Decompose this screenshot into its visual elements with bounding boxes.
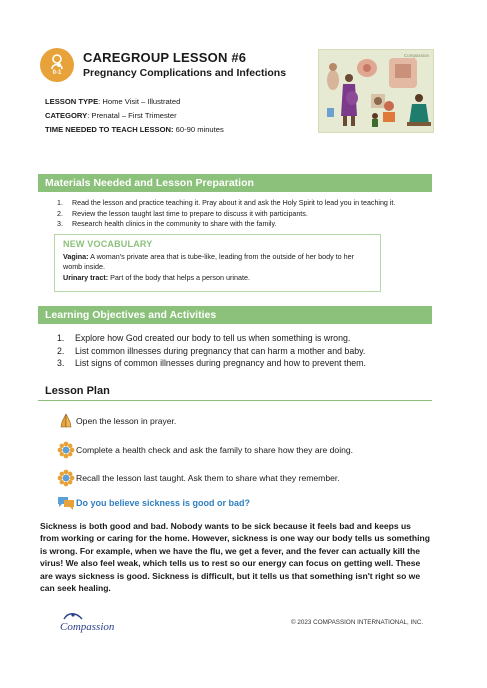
age-badge-label: 0-1 bbox=[52, 70, 62, 76]
plan-step-text: Complete a health check and ask the family to share how they are doing. bbox=[76, 445, 354, 455]
lesson-type-label: LESSON TYPE bbox=[45, 97, 99, 106]
category-label: CATEGORY bbox=[45, 111, 88, 120]
lesson-paragraph: Sickness is both good and bad. Nobody wants to be sick because it feels bad and keeps us from working or caring for the home. However, sickness is one way our body tells us something is wrong. For example, when we have the flu, we get a fever, and the fever can actually kill the virus! We also feel weak, which tells us to rest so our energy can focus on getting well. These are ways sickness is good. Sickness is difficult, but it tells us that something isn't right so we can seek healing. bbox=[40, 521, 430, 594]
speech-bubbles-icon bbox=[57, 494, 75, 512]
time-needed-label: TIME NEEDED TO TEACH LESSON: bbox=[45, 125, 174, 134]
lesson-subtitle: Pregnancy Complications and Infections bbox=[83, 67, 287, 79]
lesson-plan-heading: Lesson Plan bbox=[38, 381, 432, 401]
list-item: 3. List signs of common illnesses during pregnancy and how to prevent them. bbox=[57, 358, 366, 369]
compassion-logo-text: Compassion bbox=[60, 621, 115, 633]
list-item: 1. Read the lesson and practice teaching it. Pray about it and ask the Holy Spirit to lead you in teaching it. bbox=[57, 199, 396, 207]
plan-step-text: Open the lesson in prayer. bbox=[76, 416, 177, 426]
question-text: Do you believe sickness is good or bad? bbox=[76, 498, 251, 508]
objectives-heading: Learning Objectives and Activities bbox=[38, 306, 432, 324]
lesson-badge bbox=[40, 48, 74, 82]
compassion-logo bbox=[60, 611, 114, 633]
sun-flower-icon bbox=[57, 469, 75, 487]
plan-step-text: Recall the lesson last taught. Ask them to share what they remember. bbox=[76, 473, 340, 483]
lesson-type-value: : Home Visit – Illustrated bbox=[98, 97, 181, 106]
category-line bbox=[45, 111, 177, 120]
hero-brand-label: Compassion bbox=[403, 53, 429, 58]
materials-list bbox=[57, 198, 427, 230]
vocabulary-title: NEW VOCABULARY bbox=[63, 239, 153, 249]
list-item: 1. Explore how God created our body to tell us when something is wrong. bbox=[57, 333, 351, 343]
mother-baby-icon bbox=[40, 48, 74, 82]
category-value: : Prenatal – First Trimester bbox=[87, 111, 177, 120]
list-item: 2. List common illnesses during pregnancy that can harm a mother and baby. bbox=[57, 345, 366, 356]
sun-flower-icon bbox=[57, 441, 75, 459]
vocabulary-term: Urinary tract: Part of the body that helps a person urinate. bbox=[63, 273, 250, 282]
vocabulary-box bbox=[54, 234, 381, 292]
pregnancy-illustration-image bbox=[319, 50, 433, 132]
objectives-list bbox=[57, 332, 427, 370]
list-item: 2. Review the lesson taught last time to prepare to discuss it with participants. bbox=[57, 209, 308, 218]
copyright-text: © 2023 COMPASSION INTERNATIONAL, INC. bbox=[291, 619, 424, 626]
compassion-logo-icon bbox=[62, 611, 84, 621]
time-needed-line bbox=[45, 125, 224, 134]
time-needed-value: 60-90 minutes bbox=[173, 125, 224, 134]
vocabulary-term: Vagina: A woman's private area that is tube-like, leading from the outside of her body to her womb inside. bbox=[63, 252, 355, 271]
list-item: 3. Research health clinics in the community to share with the family. bbox=[57, 220, 277, 229]
hero-illustration bbox=[318, 49, 434, 133]
materials-heading: Materials Needed and Lesson Preparation bbox=[38, 174, 432, 192]
praying-hands-icon bbox=[57, 412, 75, 430]
lesson-type-line bbox=[45, 97, 180, 106]
lesson-title: CAREGROUP LESSON #6 bbox=[83, 50, 247, 65]
